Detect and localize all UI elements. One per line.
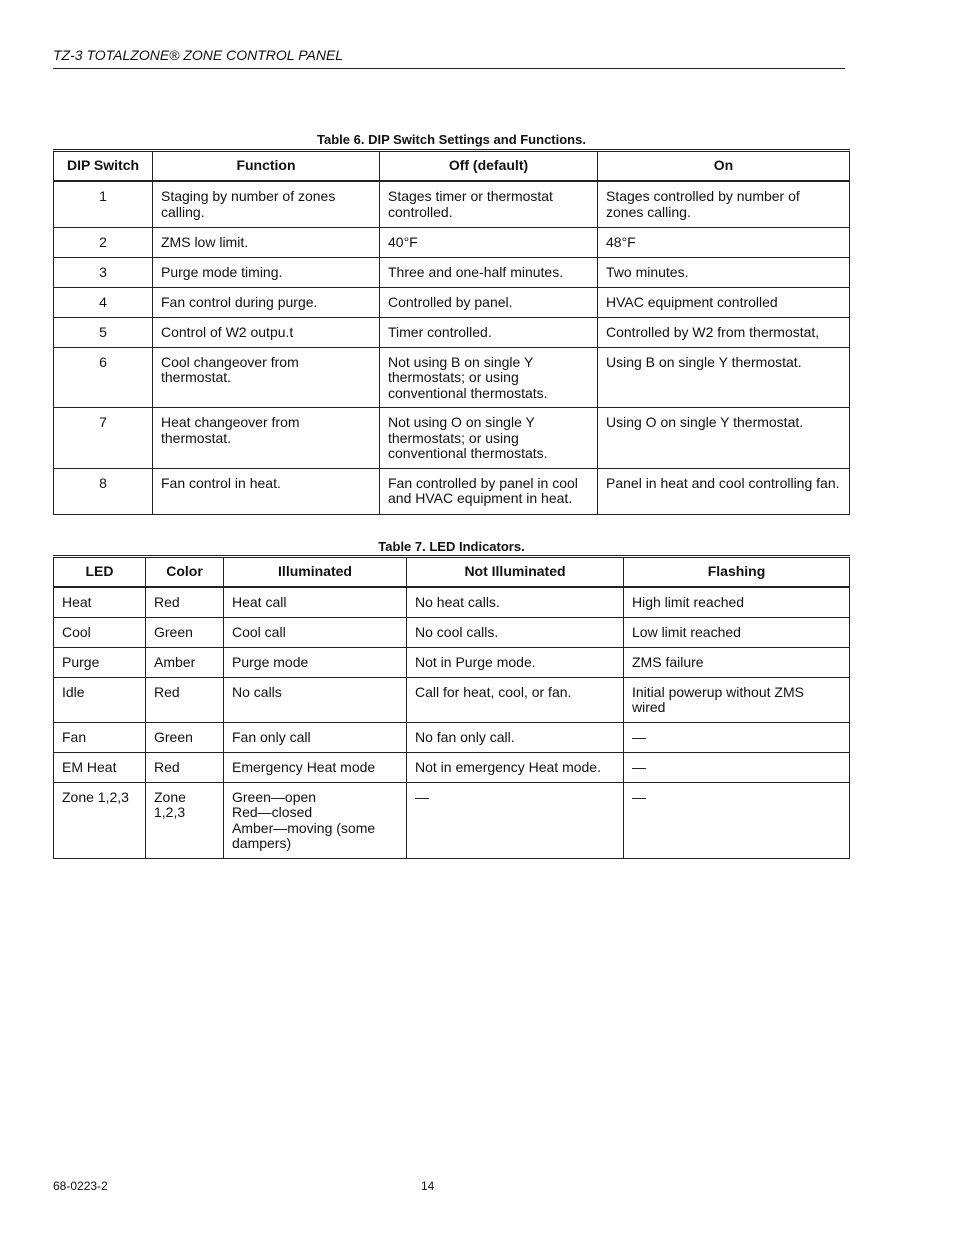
table7-header-col0: LED	[54, 557, 146, 588]
table-cell: Control of W2 outpu.t	[153, 317, 380, 347]
table-cell: Three and one-half minutes.	[380, 257, 598, 287]
table-cell: HVAC equipment controlled	[598, 287, 850, 317]
table-cell: —	[407, 782, 624, 858]
table-cell: Idle	[54, 677, 146, 722]
table-cell: Amber	[146, 647, 224, 677]
table-cell: 5	[54, 317, 153, 347]
table-cell: Purge	[54, 647, 146, 677]
table-cell: Red	[146, 587, 224, 617]
table-cell: 3	[54, 257, 153, 287]
table-cell: No heat calls.	[407, 587, 624, 617]
table-cell: Fan control in heat.	[153, 468, 380, 514]
table-row	[54, 257, 850, 287]
table-cell: Not using O on single Y thermostats; or using conventional thermostats.	[380, 408, 598, 469]
table-cell: ZMS low limit.	[153, 227, 380, 257]
table-cell: Staging by number of zones calling.	[153, 181, 380, 227]
table-row	[54, 317, 850, 347]
table-cell: 40°F	[380, 227, 598, 257]
table-cell: Green—open Red—closed Amber—moving (some dampers)	[224, 782, 407, 858]
table-cell: Heat	[54, 587, 146, 617]
table-cell: Red	[146, 752, 224, 782]
table-row	[54, 677, 850, 722]
table-cell: Not in emergency Heat mode.	[407, 752, 624, 782]
table-cell: Two minutes.	[598, 257, 850, 287]
table-cell: Zone 1,2,3	[146, 782, 224, 858]
table-cell: Cool	[54, 617, 146, 647]
table-cell: 4	[54, 287, 153, 317]
table-row	[54, 647, 850, 677]
page-number: 14	[421, 1179, 435, 1193]
table-cell: Heat changeover from thermostat.	[153, 408, 380, 469]
table-cell: Cool call	[224, 617, 407, 647]
table-cell: Emergency Heat mode	[224, 752, 407, 782]
table-cell: Not in Purge mode.	[407, 647, 624, 677]
table-cell: No calls	[224, 677, 407, 722]
table-cell: Using O on single Y thermostat.	[598, 408, 850, 469]
table-cell: 1	[54, 181, 153, 227]
table-row	[54, 722, 850, 752]
table-cell: High limit reached	[624, 587, 850, 617]
table-cell: Purge mode timing.	[153, 257, 380, 287]
table-cell: 2	[54, 227, 153, 257]
table-cell: No cool calls.	[407, 617, 624, 647]
table6-header-col3: On	[598, 151, 850, 182]
table-cell: 48°F	[598, 227, 850, 257]
table6-header-col2: Off (default)	[380, 151, 598, 182]
table-cell: Fan control during purge.	[153, 287, 380, 317]
dip-switch-table	[53, 149, 850, 515]
table-row	[54, 782, 850, 858]
table-cell: Initial powerup without ZMS wired	[624, 677, 850, 722]
table-cell: 6	[54, 347, 153, 408]
table-row	[54, 227, 850, 257]
table-row	[54, 587, 850, 617]
table-cell: Panel in heat and cool controlling fan.	[598, 468, 850, 514]
table-cell: Stages controlled by number of zones calling.	[598, 181, 850, 227]
table7-header-col4: Flashing	[624, 557, 850, 588]
table-cell: EM Heat	[54, 752, 146, 782]
table-row	[54, 468, 850, 514]
doc-number: 68-0223-2	[53, 1179, 108, 1193]
table6-header-col0: DIP Switch	[54, 151, 153, 182]
table-cell: —	[624, 752, 850, 782]
table-row	[54, 181, 850, 227]
page-header: TZ-3 TOTALZONE® ZONE CONTROL PANEL	[53, 47, 845, 69]
table-cell: Using B on single Y thermostat.	[598, 347, 850, 408]
table-cell: Low limit reached	[624, 617, 850, 647]
led-indicators-table	[53, 555, 850, 859]
table-cell: —	[624, 722, 850, 752]
table7-header-col3: Not Illuminated	[407, 557, 624, 588]
table-row	[54, 347, 850, 408]
table-cell: Cool changeover from thermostat.	[153, 347, 380, 408]
table-cell: 7	[54, 408, 153, 469]
table-cell: Timer controlled.	[380, 317, 598, 347]
table-cell: ZMS failure	[624, 647, 850, 677]
table-cell: Green	[146, 617, 224, 647]
table-cell: No fan only call.	[407, 722, 624, 752]
table-cell: Purge mode	[224, 647, 407, 677]
table-cell: Controlled by W2 from thermostat,	[598, 317, 850, 347]
table-row	[54, 287, 850, 317]
table-cell: Not using B on single Y thermostats; or using conventional thermostats.	[380, 347, 598, 408]
table-cell: Heat call	[224, 587, 407, 617]
table6-caption: Table 6. DIP Switch Settings and Functions.	[317, 132, 586, 147]
table-cell: Controlled by panel.	[380, 287, 598, 317]
table-row	[54, 752, 850, 782]
table-cell: Call for heat, cool, or fan.	[407, 677, 624, 722]
table7-header-col1: Color	[146, 557, 224, 588]
table-cell: Red	[146, 677, 224, 722]
table-cell: Fan controlled by panel in cool and HVAC equipment in heat.	[380, 468, 598, 514]
table7-caption: Table 7. LED Indicators.	[378, 539, 525, 554]
table-row	[54, 617, 850, 647]
table-cell: Fan	[54, 722, 146, 752]
table-cell: Stages timer or thermostat controlled.	[380, 181, 598, 227]
table7-header-col2: Illuminated	[224, 557, 407, 588]
table6-header-col1: Function	[153, 151, 380, 182]
table-row	[54, 408, 850, 469]
table-cell: —	[624, 782, 850, 858]
table-cell: 8	[54, 468, 153, 514]
table-cell: Fan only call	[224, 722, 407, 752]
table-cell: Green	[146, 722, 224, 752]
table-cell: Zone 1,2,3	[54, 782, 146, 858]
